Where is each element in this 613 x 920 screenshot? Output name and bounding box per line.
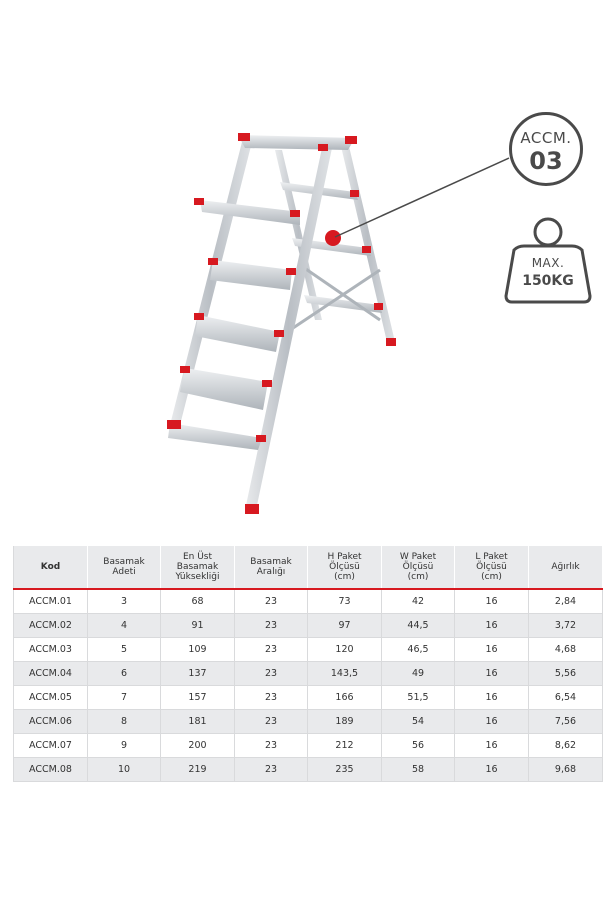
column-header-step-spacing: Basamak Aralığı	[235, 546, 308, 589]
table-cell: 4	[88, 614, 161, 638]
table-cell: 91	[161, 614, 235, 638]
table-cell: ACCM.08	[14, 758, 88, 782]
table-body	[14, 589, 603, 782]
table-cell: 23	[235, 710, 308, 734]
table-cell: 58	[382, 758, 455, 782]
table-cell: 56	[382, 734, 455, 758]
table-cell: 68	[161, 589, 235, 614]
table-cell: 97	[308, 614, 382, 638]
table-row	[14, 710, 603, 734]
table-cell: ACCM.01	[14, 589, 88, 614]
column-header-top-step-height: En Üst Basamak Yüksekliği	[161, 546, 235, 589]
table-cell: 10	[88, 758, 161, 782]
table-cell: 5	[88, 638, 161, 662]
table-cell: 137	[161, 662, 235, 686]
table-cell: 189	[308, 710, 382, 734]
table-cell: ACCM.02	[14, 614, 88, 638]
table-cell: 8,62	[529, 734, 603, 758]
column-header-kod: Kod	[14, 546, 88, 589]
table-row	[14, 638, 603, 662]
table-cell: 23	[235, 686, 308, 710]
column-header-w-package: W Paket Ölçüsü (cm)	[382, 546, 455, 589]
table-cell: 16	[455, 614, 529, 638]
table-cell: ACCM.03	[14, 638, 88, 662]
table-cell: 23	[235, 614, 308, 638]
table-header-row	[14, 546, 603, 589]
table-cell: ACCM.07	[14, 734, 88, 758]
table-row	[14, 758, 603, 782]
table-cell: 23	[235, 589, 308, 614]
table-cell: 51,5	[382, 686, 455, 710]
table-cell: ACCM.06	[14, 710, 88, 734]
table-cell: 46,5	[382, 638, 455, 662]
table-cell: 219	[161, 758, 235, 782]
table-cell: 2,84	[529, 589, 603, 614]
model-code-prefix: ACCM.	[520, 129, 572, 147]
table-cell: 54	[382, 710, 455, 734]
table-row	[14, 662, 603, 686]
ladder-image	[150, 120, 410, 520]
table-cell: 7,56	[529, 710, 603, 734]
table-cell: 166	[308, 686, 382, 710]
table-cell: 6,54	[529, 686, 603, 710]
table-cell: ACCM.04	[14, 662, 88, 686]
table-cell: 212	[308, 734, 382, 758]
table-cell: 23	[235, 638, 308, 662]
column-header-l-package: L Paket Ölçüsü (cm)	[455, 546, 529, 589]
table-cell: 8	[88, 710, 161, 734]
table-cell: 120	[308, 638, 382, 662]
table-row	[14, 614, 603, 638]
table-cell: 16	[455, 734, 529, 758]
column-header-step-count: Basamak Adeti	[88, 546, 161, 589]
table-cell: 16	[455, 662, 529, 686]
table-cell: 23	[235, 662, 308, 686]
table-cell: 7	[88, 686, 161, 710]
table-cell: 42	[382, 589, 455, 614]
table-cell: 181	[161, 710, 235, 734]
table-cell: 9,68	[529, 758, 603, 782]
table-cell: 16	[455, 638, 529, 662]
table-cell: 4,68	[529, 638, 603, 662]
model-code-number: 03	[529, 147, 563, 175]
table-row	[14, 734, 603, 758]
spec-table	[13, 546, 603, 782]
table-cell: 23	[235, 758, 308, 782]
table-cell: 49	[382, 662, 455, 686]
table-cell: 9	[88, 734, 161, 758]
table-cell: 16	[455, 686, 529, 710]
table-cell: ACCM.05	[14, 686, 88, 710]
max-load-prefix: MAX.	[531, 256, 565, 270]
column-header-h-package: H Paket Ölçüsü (cm)	[308, 546, 382, 589]
table-cell: 3,72	[529, 614, 603, 638]
table-cell: 16	[455, 710, 529, 734]
model-code-badge	[509, 112, 583, 186]
table-cell: 23	[235, 734, 308, 758]
table-cell: 3	[88, 589, 161, 614]
table-cell: 200	[161, 734, 235, 758]
max-load-value: 150KG	[522, 273, 574, 289]
table-cell: 157	[161, 686, 235, 710]
column-header-weight: Ağırlık	[529, 546, 603, 589]
table-cell: 6	[88, 662, 161, 686]
table-cell: 5,56	[529, 662, 603, 686]
table-cell: 16	[455, 758, 529, 782]
table-cell: 109	[161, 638, 235, 662]
table-cell: 16	[455, 589, 529, 614]
table-cell: 143,5	[308, 662, 382, 686]
table-cell: 73	[308, 589, 382, 614]
table-cell: 44,5	[382, 614, 455, 638]
table-cell: 235	[308, 758, 382, 782]
table-row	[14, 589, 603, 614]
table-row	[14, 686, 603, 710]
